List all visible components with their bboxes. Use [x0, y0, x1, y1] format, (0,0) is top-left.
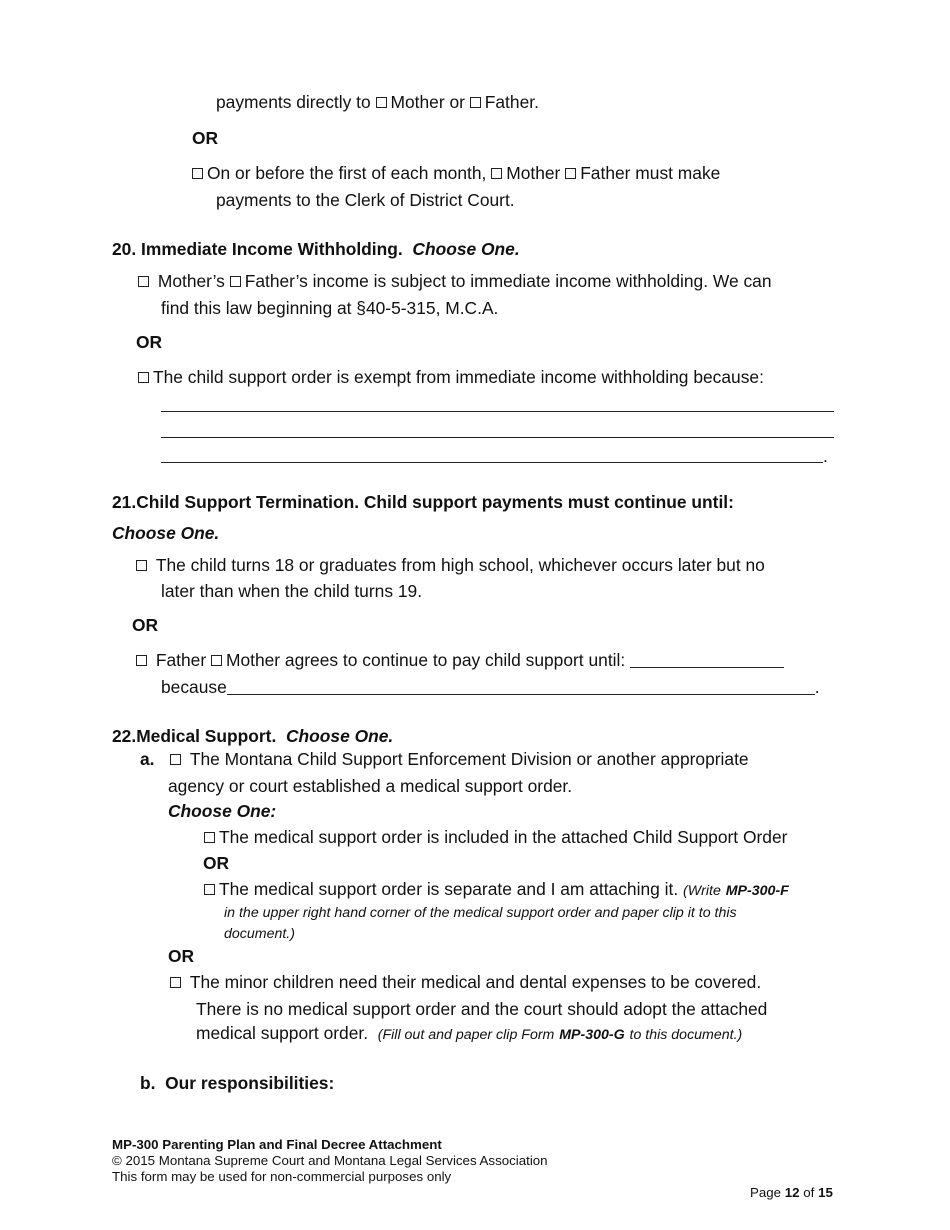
exempt-reason-period: .	[823, 446, 828, 466]
sec22-number: 22.	[112, 726, 137, 746]
sec19-option-clerk-cont: payments to the Clerk of District Court.	[216, 190, 515, 210]
sec22-a-option	[170, 748, 749, 770]
because-period: .	[814, 677, 820, 697]
order-included-text: The medical support order is included in the attached Child Support Order	[219, 827, 788, 847]
sec22-b-label: b.	[140, 1073, 156, 1093]
sec22-a-note-line3: document.)	[224, 926, 295, 942]
adopt-line3-text: medical support order.	[196, 1023, 369, 1043]
adopt-note-form: MP-300-G	[559, 1027, 625, 1043]
sec21-option-age	[136, 554, 765, 576]
sec22-title: Medical Support.	[136, 726, 277, 746]
fathers-withholding-text: Father’s income is subject to immediate income withholding. We can	[244, 271, 772, 291]
sec22-or: OR	[168, 946, 195, 966]
sec20-or: OR	[136, 332, 163, 352]
medical-order-established-checkbox[interactable]	[170, 754, 181, 765]
exempt-reason-line-3[interactable]	[161, 462, 823, 463]
order-separate-checkbox[interactable]	[204, 884, 215, 895]
page-of: of	[803, 1185, 815, 1200]
sec19-option-clerk	[192, 162, 720, 184]
sec21-heading	[112, 491, 734, 513]
clerk-father-label: Father must make	[580, 163, 721, 183]
footer-copyright: © 2015 Montana Supreme Court and Montana Legal Services Association	[112, 1153, 548, 1168]
sec22-a-or: OR	[203, 853, 230, 873]
sec22-a-option-separate	[204, 878, 789, 902]
sec20-option-withholding-cont: find this law beginning at §40-5-315, M.C.A.	[161, 298, 499, 318]
sec21-because-line	[161, 676, 820, 698]
sec21-option-age-cont: later than when the child turns 19.	[161, 581, 423, 601]
sec20-option-exempt	[138, 366, 764, 388]
order-separate-note-prefix: (Write	[683, 883, 721, 899]
sec22-a-option-included	[204, 826, 787, 848]
sec20-title: Immediate Income Withholding.	[141, 239, 403, 259]
footer-title: MP-300 Parenting Plan and Final Decree Attachment	[112, 1137, 442, 1152]
sec21-choose-one: Choose One.	[112, 523, 220, 543]
adopt-note-suffix: to this document.)	[629, 1027, 743, 1043]
mothers-label: Mother’s	[157, 271, 225, 291]
father-direct-checkbox[interactable]	[470, 97, 481, 108]
sec21-option-extended	[136, 649, 784, 671]
sec20-choose-one: Choose One.	[412, 239, 520, 259]
sec19-or: OR	[192, 128, 219, 148]
clerk-father-checkbox[interactable]	[565, 168, 576, 179]
sec21-title: Child Support Termination. Child support payments must continue until:	[136, 492, 734, 512]
page-label: Page	[750, 1185, 782, 1200]
father-direct-label: Father.	[484, 92, 539, 112]
order-separate-note-form: MP-300-F	[725, 883, 789, 899]
clerk-option-checkbox[interactable]	[192, 168, 203, 179]
because-label: because	[161, 677, 227, 697]
adopt-medical-order-checkbox[interactable]	[170, 977, 181, 988]
sec22-option-adopt	[170, 971, 761, 993]
mother-direct-checkbox[interactable]	[376, 97, 387, 108]
exempt-checkbox[interactable]	[138, 372, 149, 383]
because-field[interactable]	[227, 679, 815, 695]
extended-father-checkbox[interactable]	[136, 655, 147, 666]
exempt-reason-line-2[interactable]	[161, 437, 834, 438]
sec22-a-cont: agency or court established a medical support order.	[168, 776, 573, 796]
sec22-adopt-line3	[196, 1022, 742, 1046]
exempt-text: The child support order is exempt from immediate income withholding because:	[153, 367, 764, 387]
footer-usage: This form may be used for non-commercial purposes only	[112, 1169, 452, 1184]
sec22-a-choose-one: Choose One:	[168, 801, 277, 821]
clerk-mother-label: Mother	[506, 163, 561, 183]
order-included-checkbox[interactable]	[204, 832, 215, 843]
extended-father-label: Father	[155, 650, 207, 670]
sec22-a-label: a.	[140, 749, 155, 769]
age-18-checkbox[interactable]	[136, 560, 147, 571]
age-18-text: The child turns 18 or graduates from high school, whichever occurs later but no	[155, 555, 765, 575]
sec21-or: OR	[132, 615, 159, 635]
mothers-income-checkbox[interactable]	[138, 276, 149, 287]
sec22-adopt-line2: There is no medical support order and the court should adopt the attached	[196, 999, 768, 1019]
sec19-line1-prefix: payments directly to	[216, 92, 371, 112]
clerk-option-text: On or before the first of each month,	[207, 163, 487, 183]
fathers-income-checkbox[interactable]	[230, 276, 241, 287]
clerk-mother-checkbox[interactable]	[491, 168, 502, 179]
order-separate-text: The medical support order is separate and I am attaching it.	[219, 879, 679, 899]
sec20-number: 20.	[112, 239, 137, 259]
page-number	[750, 1185, 833, 1201]
sec20-option-withholding	[138, 270, 772, 292]
sec22-b-heading	[140, 1072, 334, 1094]
page-current: 12	[784, 1185, 800, 1200]
extended-mother-checkbox[interactable]	[211, 655, 222, 666]
exempt-reason-line-1[interactable]	[161, 411, 834, 412]
extended-mother-text: Mother agrees to continue to pay child support until:	[225, 650, 626, 670]
adopt-line1: The minor children need their medical and dental expenses to be covered.	[189, 972, 762, 992]
sec22-a-note-line2: in the upper right hand corner of the medical support order and paper clip it to this	[224, 905, 737, 921]
extended-until-field[interactable]	[630, 652, 784, 668]
sec19-payments-direct-line	[216, 91, 539, 113]
adopt-note-prefix: (Fill out and paper clip Form	[377, 1027, 555, 1043]
page-total: 15	[818, 1185, 833, 1200]
sec22-choose-one: Choose One.	[285, 726, 394, 746]
sec20-heading	[112, 238, 520, 260]
sec21-number: 21.	[112, 492, 137, 512]
sec22-heading	[112, 725, 393, 747]
medical-order-established-text: The Montana Child Support Enforcement Division or another appropriate	[189, 749, 749, 769]
sec22-b-text: Our responsibilities:	[165, 1073, 335, 1093]
mother-direct-label: Mother or	[390, 92, 465, 112]
